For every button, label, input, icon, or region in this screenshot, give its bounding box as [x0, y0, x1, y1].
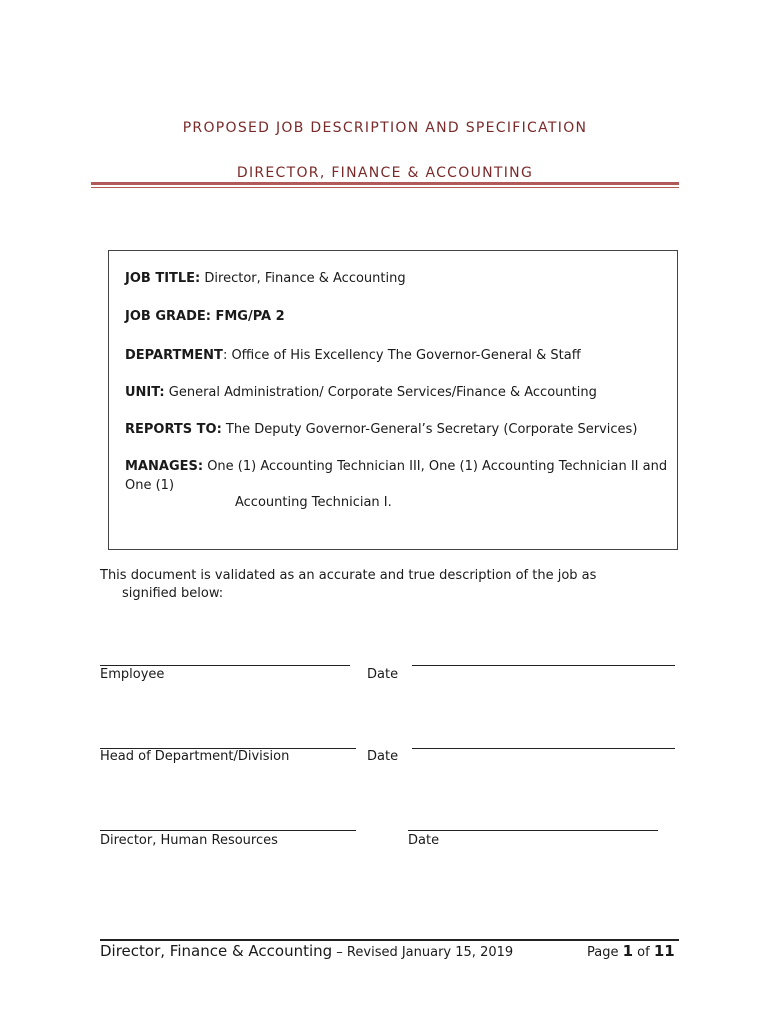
page-number [587, 942, 675, 960]
employee-date-label: Date [367, 667, 399, 682]
head-of-department-date-label: Date [367, 749, 399, 764]
manages-field [125, 457, 675, 495]
director-hr-date-line[interactable] [408, 830, 658, 831]
footer-document-info [100, 942, 513, 960]
head-of-department-date-line[interactable] [412, 748, 675, 749]
unit-label: UNIT: [125, 385, 165, 400]
employee-date-line[interactable] [412, 665, 675, 666]
footer-divider [100, 939, 679, 941]
page-total: 11 [653, 942, 675, 960]
director-hr-signature-line[interactable] [100, 830, 356, 831]
reports-to-field [125, 420, 675, 439]
unit-field [125, 383, 675, 402]
document-subtitle: DIRECTOR, FINANCE & ACCOUNTING [236, 165, 534, 181]
unit-value: General Administration/ Corporate Services/Finance & Accounting [164, 385, 597, 400]
job-grade-label: JOB GRADE: FMG/PA 2 [125, 309, 285, 324]
director-hr-label: Director, Human Resources [100, 833, 278, 848]
employee-signature-line[interactable] [100, 665, 350, 666]
manages-value: One (1) Accounting Technician III, One (1) Accounting Technician II and One (1) [125, 459, 668, 493]
page-current: 1 [622, 942, 634, 960]
job-title-label: JOB TITLE: [125, 271, 201, 286]
title-divider-thick [91, 182, 679, 185]
job-grade-field [125, 307, 675, 326]
page-prefix: Page [587, 945, 623, 960]
department-label: DEPARTMENT [125, 348, 223, 363]
page-of: of [633, 945, 654, 960]
reports-to-label: REPORTS TO: [125, 422, 222, 437]
title-divider-thin [91, 187, 679, 188]
validation-line-1: This document is validated as an accurate and true description of the job as [100, 568, 597, 583]
reports-to-value: The Deputy Governor-General’s Secretary (Corporate Services) [221, 422, 638, 437]
employee-label: Employee [100, 667, 165, 682]
department-field [125, 346, 675, 365]
head-of-department-label: Head of Department/Division [100, 749, 290, 764]
document-title: PROPOSED JOB DESCRIPTION AND SPECIFICATION [182, 120, 588, 136]
director-hr-date-label: Date [408, 833, 440, 848]
validation-line-2: signified below: [122, 586, 224, 601]
validation-statement [100, 567, 678, 603]
job-title-value: Director, Finance & Accounting [200, 271, 406, 286]
manages-continuation: Accounting Technician I. [235, 495, 392, 510]
manages-label: MANAGES: [125, 459, 204, 474]
footer-revision-date: – Revised January 15, 2019 [332, 945, 514, 960]
job-title-field [125, 269, 675, 288]
department-value: : Office of His Excellency The Governor-General & Staff [222, 348, 581, 363]
footer-document-name: Director, Finance & Accounting [100, 942, 333, 960]
